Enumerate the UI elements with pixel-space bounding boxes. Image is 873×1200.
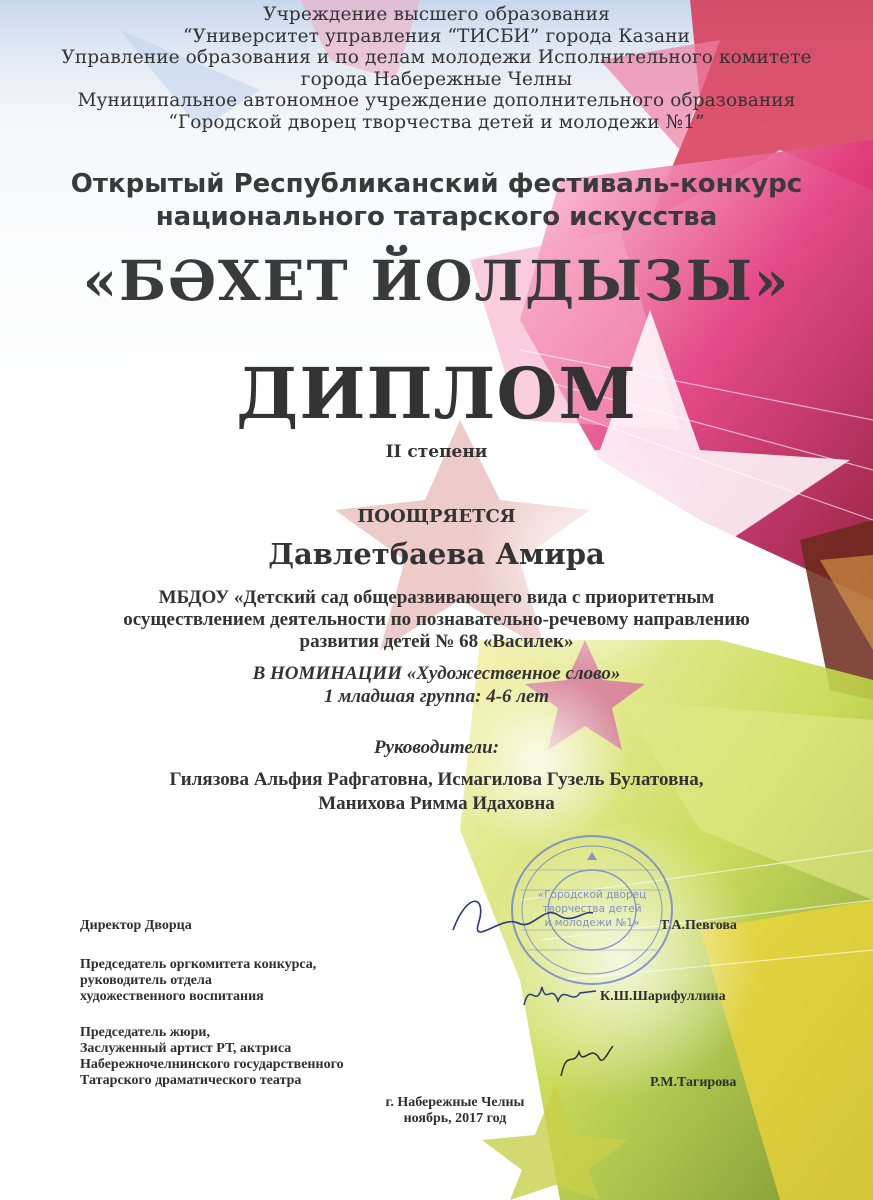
leaders-line: Манихова Римма Идаховна	[318, 793, 555, 814]
signatory-3-name: Р.М.Тагирова	[650, 1075, 737, 1090]
role-line: Набережночелнинского государственного	[80, 1057, 344, 1072]
nomination: В НОМИНАЦИИ «Художественное слово»	[252, 663, 621, 684]
role-line: художественного воспитания	[80, 989, 264, 1004]
role-line: Татарского драматического театра	[80, 1073, 302, 1088]
header-line: “Университет управления “ТИСБИ” города Казани	[183, 25, 690, 47]
festival-name: «БӘХЕТ ЙОЛДЫЗЫ»	[82, 248, 791, 313]
city: г. Набережные Челны	[385, 1095, 525, 1110]
signature-3	[555, 1038, 615, 1083]
leaders-title: Руководители:	[373, 737, 500, 758]
nomination-block	[0, 662, 873, 708]
header-block	[0, 4, 873, 133]
date: ноябрь, 2017 год	[403, 1111, 507, 1126]
age-group: 1 младшая группа: 4-6 лет	[323, 686, 549, 707]
role-line: Директор Дворца	[80, 918, 192, 933]
signature-2	[520, 975, 600, 1015]
signatory-2-role	[80, 957, 316, 1005]
leaders-names	[0, 768, 873, 816]
signatory-1-role	[80, 918, 192, 934]
org-line: МБДОУ «Детский сад общеразвивающего вида с приоритетным	[158, 587, 715, 608]
recipient-organization	[0, 587, 873, 653]
festival-title	[0, 168, 873, 234]
header-line: Управление образования и по делам молодежи Исполнительного комитете	[61, 47, 812, 68]
header-line: города Набережные Челны	[300, 68, 573, 90]
diploma-title: ДИПЛОМ	[236, 352, 637, 435]
awarded-label: ПООЩРЯЕТСЯ	[357, 506, 516, 527]
festival-line-1: Открытый Республиканский фестиваль-конкурс	[70, 169, 803, 199]
role-line: Председатель оргкомитета конкурса,	[80, 957, 317, 972]
stamp-text: «Городской дворец	[537, 889, 647, 901]
header-line: “Городской дворец творчества детей и молодежи №1”	[168, 111, 705, 133]
stamp-text: творчества детей	[542, 903, 642, 915]
signature-1	[448, 885, 598, 955]
festival-line-2: национального татарского искусства	[155, 202, 718, 232]
org-line: осуществлением деятельности по познавательно-речевому направлению	[123, 609, 750, 630]
signatory-3-role	[80, 1025, 344, 1089]
leaders-line: Гилязова Альфия Рафгатовна, Исмагилова Гузель Булатовна,	[169, 769, 704, 790]
role-line: руководитель отдела	[80, 973, 212, 988]
role-line: Председатель жюри,	[80, 1025, 210, 1040]
stamp-text: и молодежи №1»	[544, 917, 640, 929]
org-line: развития детей № 68 «Василек»	[299, 631, 574, 652]
recipient-name: Давлетбаева Амира	[268, 537, 605, 571]
signatory-2-name: К.Ш.Шарифуллина	[600, 989, 726, 1004]
role-line: Заслуженный артист РТ, актриса	[80, 1041, 292, 1056]
header-line: Учреждение высшего образования	[263, 4, 610, 25]
place-and-date	[330, 1095, 580, 1127]
diploma-degree: II степени	[385, 442, 488, 462]
header-line: Муниципальное автономное учреждение дополнительного образования	[77, 90, 796, 111]
signatory-1-name: Т.А.Певгова	[660, 918, 737, 933]
